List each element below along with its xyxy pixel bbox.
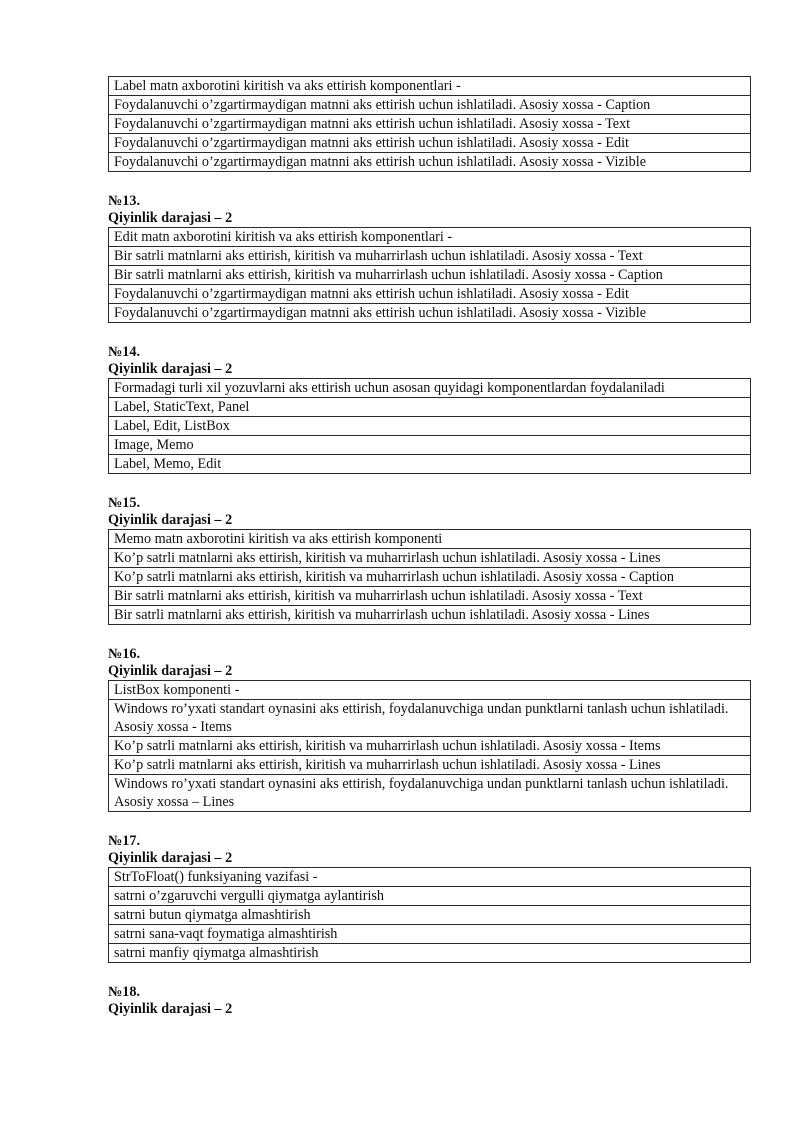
question-16-block <box>108 646 751 812</box>
answer-option: Ko’p satrli matnlarni aks ettirish, kiritish va muharrirlash uchun ishlatiladi. Asosiy xossa - Lines <box>109 549 751 568</box>
difficulty-level: Qiyinlik darajasi – 2 <box>108 850 233 866</box>
question-number: №14. <box>108 344 140 360</box>
question-16-table <box>108 680 751 812</box>
question-number: №16. <box>108 646 140 662</box>
question-prompt: ListBox komponenti - <box>109 681 751 700</box>
difficulty-level: Qiyinlik darajasi – 2 <box>108 210 233 226</box>
question-12-table <box>108 76 751 172</box>
answer-option: satrni butun qiymatga almashtirish <box>109 906 751 925</box>
answer-option: Label, Edit, ListBox <box>109 417 751 436</box>
question-prompt: Label matn axborotini kiritish va aks ettirish komponentlari - <box>109 77 751 96</box>
answer-option: Foydalanuvchi o’zgartirmaydigan matnni aks ettirish uchun ishlatiladi. Asosiy xossa - Vizible <box>109 153 751 172</box>
answer-option: satrni o’zgaruvchi vergulli qiymatga aylantirish <box>109 887 751 906</box>
question-15-block <box>108 495 751 625</box>
answer-option: Foydalanuvchi o’zgartirmaydigan matnni aks ettirish uchun ishlatiladi. Asosiy xossa - Edit <box>109 134 751 153</box>
answer-option: Foydalanuvchi o’zgartirmaydigan matnni aks ettirish uchun ishlatiladi. Asosiy xossa - Caption <box>109 96 751 115</box>
difficulty-level: Qiyinlik darajasi – 2 <box>108 361 233 377</box>
question-13-block <box>108 193 751 323</box>
question-15-table <box>108 529 751 625</box>
answer-option: Bir satrli matnlarni aks ettirish, kiritish va muharrirlash uchun ishlatiladi. Asosiy xossa - Caption <box>109 266 751 285</box>
question-number: №18. <box>108 984 140 1000</box>
document-page <box>108 76 751 1039</box>
question-17-block <box>108 833 751 963</box>
answer-option: Ko’p satrli matnlarni aks ettirish, kiritish va muharrirlash uchun ishlatiladi. Asosiy xossa - Caption <box>109 568 751 587</box>
question-12-block <box>108 76 751 172</box>
question-18-block <box>108 984 751 1018</box>
answer-option: Windows ro’yxati standart oynasini aks ettirish, foydalanuvchiga undan punktlarni tanlash uchun ishlatiladi. Asosiy xossa – Lines <box>109 775 751 812</box>
answer-option: Bir satrli matnlarni aks ettirish, kiritish va muharrirlash uchun ishlatiladi. Asosiy xossa - Text <box>109 587 751 606</box>
question-prompt: StrToFloat() funksiyaning vazifasi - <box>109 868 751 887</box>
question-13-table <box>108 227 751 323</box>
answer-option: Foydalanuvchi o’zgartirmaydigan matnni aks ettirish uchun ishlatiladi. Asosiy xossa - Edit <box>109 285 751 304</box>
answer-option: Image, Memo <box>109 436 751 455</box>
difficulty-level: Qiyinlik darajasi – 2 <box>108 1001 233 1017</box>
answer-option: Ko’p satrli matnlarni aks ettirish, kiritish va muharrirlash uchun ishlatiladi. Asosiy xossa - Lines <box>109 756 751 775</box>
question-number: №13. <box>108 193 140 209</box>
question-17-table <box>108 867 751 963</box>
answer-option: Foydalanuvchi o’zgartirmaydigan matnni aks ettirish uchun ishlatiladi. Asosiy xossa - Vizible <box>109 304 751 323</box>
question-number: №15. <box>108 495 140 511</box>
question-14-table <box>108 378 751 474</box>
answer-option: Label, Memo, Edit <box>109 455 751 474</box>
question-14-block <box>108 344 751 474</box>
answer-option: satrni manfiy qiymatga almashtirish <box>109 944 751 963</box>
answer-option: Ko’p satrli matnlarni aks ettirish, kiritish va muharrirlash uchun ishlatiladi. Asosiy xossa - Items <box>109 737 751 756</box>
question-prompt: Formadagi turli xil yozuvlarni aks ettirish uchun asosan quyidagi komponentlardan foydalaniladi <box>109 379 751 398</box>
question-prompt: Edit matn axborotini kiritish va aks ettirish komponentlari - <box>109 228 751 247</box>
answer-option: Bir satrli matnlarni aks ettirish, kiritish va muharrirlash uchun ishlatiladi. Asosiy xossa - Text <box>109 247 751 266</box>
difficulty-level: Qiyinlik darajasi – 2 <box>108 512 233 528</box>
answer-option: Foydalanuvchi o’zgartirmaydigan matnni aks ettirish uchun ishlatiladi. Asosiy xossa - Text <box>109 115 751 134</box>
answer-option: satrni sana-vaqt foymatiga almashtirish <box>109 925 751 944</box>
answer-option: Bir satrli matnlarni aks ettirish, kiritish va muharrirlash uchun ishlatiladi. Asosiy xossa - Lines <box>109 606 751 625</box>
difficulty-level: Qiyinlik darajasi – 2 <box>108 663 233 679</box>
answer-option: Label, StaticText, Panel <box>109 398 751 417</box>
question-prompt: Memo matn axborotini kiritish va aks ettirish komponenti <box>109 530 751 549</box>
question-number: №17. <box>108 833 140 849</box>
answer-option: Windows ro’yxati standart oynasini aks ettirish, foydalanuvchiga undan punktlarni tanlash uchun ishlatiladi. Asosiy xossa - Items <box>109 700 751 737</box>
